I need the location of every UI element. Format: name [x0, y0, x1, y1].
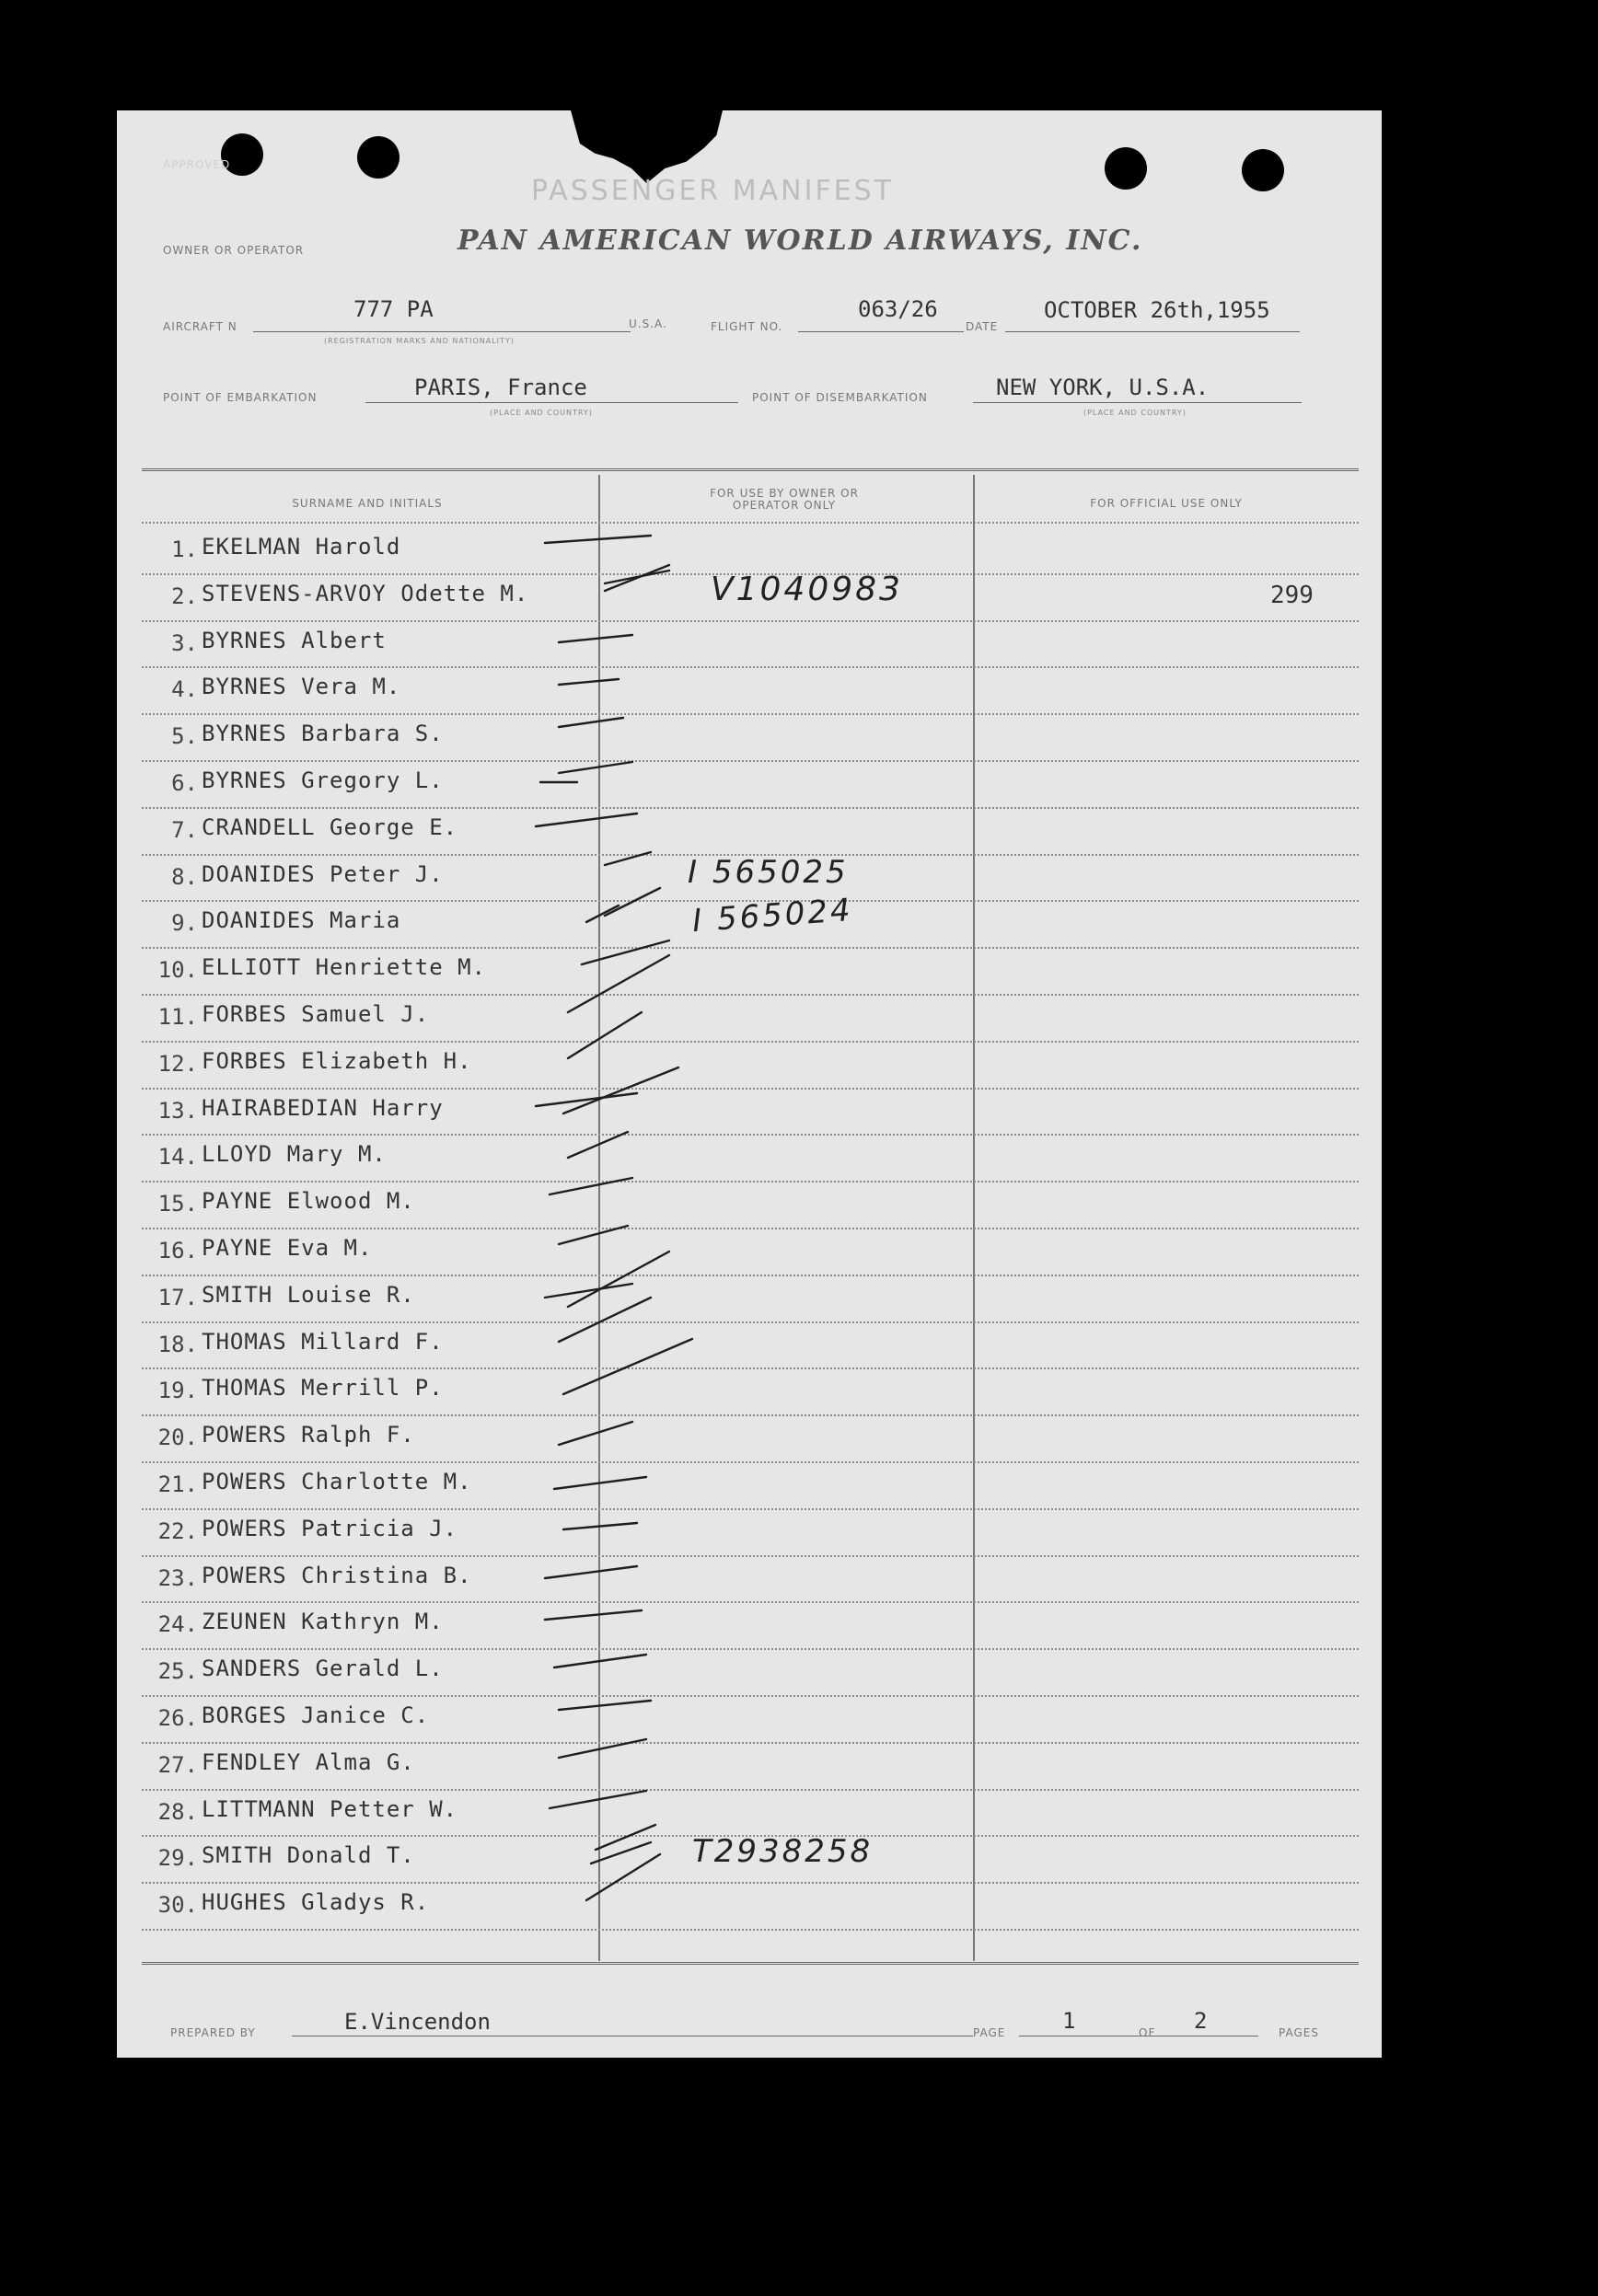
embark-label: POINT OF EMBARKATION [163, 391, 318, 404]
check-mark [568, 1252, 669, 1307]
check-mark [545, 536, 651, 543]
page-label: PAGE [973, 2026, 1006, 2039]
check-mark [559, 1701, 651, 1710]
aircraft-sublabel: (REGISTRATION MARKS AND NATIONALITY) [324, 337, 515, 345]
check-mark [559, 718, 623, 727]
check-mark [559, 1226, 628, 1244]
passenger-name: EKELMAN Harold [202, 534, 401, 560]
check-mark [605, 571, 669, 583]
row-number: 14. [157, 1144, 198, 1171]
date-label: DATE [966, 320, 999, 333]
check-mark [605, 888, 660, 916]
passenger-name: ELLIOTT Henriette M. [202, 954, 486, 981]
disembark-label: POINT OF DISEMBARKATION [752, 391, 928, 404]
check-mark [559, 1422, 632, 1445]
passenger-name: SANDERS Gerald L. [202, 1656, 444, 1682]
passenger-name: SMITH Louise R. [202, 1281, 415, 1308]
check-mark [550, 1791, 646, 1808]
row-number: 2. [171, 583, 198, 609]
row-number: 23. [157, 1564, 198, 1591]
check-mark [568, 1012, 642, 1058]
embark-value: PARIS, France [414, 375, 587, 400]
row-number: 16. [157, 1238, 198, 1263]
check-mark [536, 813, 637, 826]
row-number: 21. [157, 1471, 198, 1497]
row-number: 19. [157, 1378, 198, 1404]
owner-label: OWNER OR OPERATOR [163, 244, 305, 257]
row-number: 15. [157, 1191, 198, 1217]
passenger-name: SMITH Donald T. [202, 1842, 415, 1869]
row-number: 10. [157, 957, 198, 984]
passenger-name: BYRNES Gregory L. [202, 767, 444, 793]
passenger-name: STEVENS-ARVOY Odette M. [202, 580, 529, 606]
passenger-name: POWERS Christina B. [202, 1562, 472, 1588]
prepared-label: PREPARED BY [170, 2026, 256, 2039]
handwritten-passport-row9: I 565024 [690, 891, 854, 940]
airline-name: PAN AMERICAN WORLD AIRWAYS, INC. [457, 225, 1143, 257]
row-number: 7. [171, 816, 198, 843]
passenger-name: THOMAS Millard F. [202, 1328, 444, 1355]
passenger-name: THOMAS Merrill P. [202, 1375, 444, 1402]
passenger-name: POWERS Charlotte M. [202, 1469, 472, 1494]
check-mark [586, 906, 619, 922]
check-mark [563, 1523, 637, 1529]
row-number: 11. [157, 1004, 198, 1030]
check-mark [559, 1739, 646, 1758]
column-header-names: SURNAME AND INITIALS [292, 497, 443, 510]
passenger-name: HUGHES Gladys R. [202, 1889, 430, 1916]
check-mark [563, 1067, 678, 1113]
row-number: 22. [157, 1517, 198, 1544]
passenger-name: DOANIDES Peter J. [202, 860, 444, 887]
flight-value: 063/26 [858, 296, 938, 322]
passenger-name: BYRNES Vera M. [202, 674, 401, 700]
passenger-name: POWERS Patricia J. [202, 1515, 458, 1541]
row-number: 27. [157, 1751, 198, 1778]
disembark-sublabel: (PLACE AND COUNTRY) [1083, 409, 1187, 417]
manifest-sheet [117, 110, 1382, 2058]
embark-sublabel: (PLACE AND COUNTRY) [490, 409, 593, 417]
row-number: 3. [171, 629, 198, 656]
row-number: 26. [157, 1705, 198, 1731]
row-number: 6. [171, 770, 198, 796]
check-mark [582, 940, 669, 964]
passenger-name: BYRNES Barbara S. [202, 721, 444, 747]
row-number: 29. [157, 1845, 198, 1872]
check-marks [117, 110, 1382, 2058]
aircraft-value: 777 PA [353, 296, 434, 322]
check-mark [559, 762, 632, 773]
row-number: 13. [157, 1097, 198, 1124]
check-mark [554, 1655, 646, 1667]
passenger-name: FENDLEY Alma G. [202, 1748, 415, 1775]
row-number: 12. [157, 1050, 198, 1077]
check-mark [545, 1566, 637, 1578]
handwritten-passport-row2: V1040983 [711, 571, 903, 608]
row-number: 25. [157, 1658, 198, 1685]
row-number: 18. [157, 1331, 198, 1357]
check-mark [563, 1339, 692, 1394]
check-mark [591, 1842, 651, 1863]
check-mark [554, 1477, 646, 1489]
passenger-name: LITTMANN Petter W. [202, 1795, 458, 1822]
passenger-name: BYRNES Albert [202, 627, 387, 653]
check-mark [596, 1825, 655, 1850]
row-number: 5. [171, 723, 198, 750]
check-mark [568, 1132, 628, 1158]
date-value: OCTOBER 26th,1955 [1044, 297, 1270, 323]
row-number: 24. [157, 1611, 198, 1638]
handwritten-passport-row29: T2938258 [692, 1833, 874, 1870]
passenger-name: CRANDELL George E. [202, 813, 458, 840]
corner-stamp: APPROVED [163, 158, 231, 171]
check-mark [550, 1178, 632, 1194]
usa-label: U.S.A. [629, 317, 667, 330]
passenger-name: PAYNE Elwood M. [202, 1188, 415, 1215]
row-number: 8. [171, 863, 198, 890]
handwritten-passport-row8: I 565025 [688, 854, 849, 891]
row-number: 30. [157, 1892, 198, 1919]
column-header-official: FOR OFFICIAL USE ONLY [1090, 497, 1243, 510]
row-number: 17. [157, 1284, 198, 1310]
prepared-by-value: E.Vincendon [344, 2009, 491, 2035]
check-mark [559, 635, 632, 642]
row-number: 1. [171, 537, 198, 562]
row-number: 4. [171, 676, 198, 703]
column-header-owner-use: FOR USE BY OWNER OR OPERATOR ONLY [710, 487, 859, 512]
aircraft-label: AIRCRAFT N [163, 320, 237, 333]
passenger-name: LLOYD Mary M. [202, 1141, 387, 1168]
passenger-name: PAYNE Eva M. [202, 1235, 373, 1261]
flight-label: FLIGHT NO. [711, 320, 783, 333]
check-mark [545, 1610, 642, 1620]
passenger-name: BORGES Janice C. [202, 1702, 430, 1728]
row-number: 28. [157, 1798, 198, 1825]
disembark-value: NEW YORK, U.S.A. [996, 375, 1210, 400]
passenger-name: ZEUNEN Kathryn M. [202, 1609, 444, 1635]
passenger-name: FORBES Elizabeth H. [202, 1047, 472, 1074]
row-number: 9. [171, 910, 198, 937]
passenger-name: HAIRABEDIAN Harry [202, 1094, 444, 1121]
official-number-row2: 299 [1270, 582, 1314, 609]
total-pages: 2 [1194, 2008, 1208, 2034]
pages-label: PAGES [1279, 2026, 1319, 2039]
row-number: 20. [157, 1425, 198, 1451]
passenger-name: POWERS Ralph F. [202, 1422, 415, 1448]
check-mark [605, 852, 651, 865]
passenger-name: FORBES Samuel J. [202, 1001, 430, 1027]
of-label: OF [1139, 2026, 1156, 2039]
page-number: 1 [1062, 2008, 1076, 2034]
passenger-name: DOANIDES Maria [202, 907, 401, 934]
check-mark [559, 679, 619, 685]
form-title: PASSENGER MANIFEST [531, 175, 895, 207]
